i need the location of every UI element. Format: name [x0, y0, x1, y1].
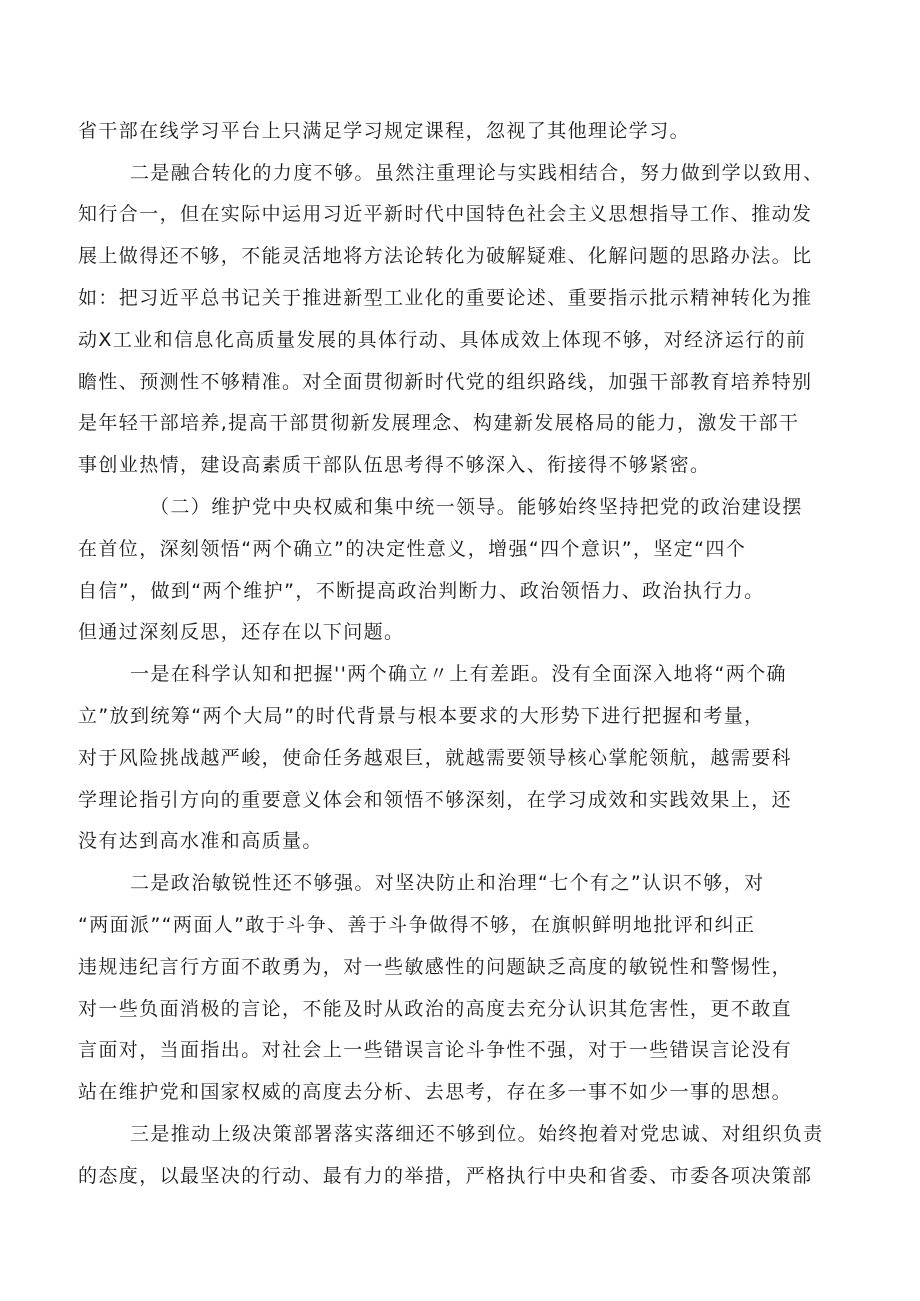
text-line: 二是融合转化的力度不够。虽然注重理论与实践相结合，努力做到学以致用、 — [130, 162, 824, 184]
text-line: 但通过深刻反思，还存在以下问题。 — [78, 621, 405, 643]
text-line: 动X工业和信息化高质量发展的具体行动、具体成效上体现不够，对经济运行的前 — [78, 329, 807, 351]
text-line: 省干部在线学习平台上只满足学习规定课程，忽视了其他理论学习。 — [78, 120, 691, 142]
text-line: 二是政治敏锐性还不够强。对坚决防止和治理“七个有之”认识不够，对 — [130, 872, 765, 894]
text-line: 知行合一，但在实际中运用习近平新时代中国特色社会主义思想指导工作、推动发 — [78, 203, 813, 225]
text-line: 如：把习近平总书记关于推进新型工业化的重要论述、重要指示批示精神转化为推 — [78, 287, 813, 309]
section-heading: （二）维护党中央权威和集中统一领导。能够始终坚持把党的政治建设摆 — [150, 496, 803, 518]
text-line: 瞻性、预测性不够精准。对全面贯彻新时代党的组织路线，加强干部教育培养特别 — [78, 371, 813, 393]
text-line: 立”放到统筹“两个大局”的时代背景与根本要求的大形势下进行把握和考量， — [78, 705, 765, 727]
text-line: 言面对，当面指出。对社会上一些错误言论斗争性不强，对于一些错误言论没有 — [78, 1039, 793, 1061]
text-line: 在首位，深刻领悟“两个确立”的决定性意义，增强“四个意识”，坚定“四个 — [78, 538, 747, 560]
text-line: 一是在科学认知和把握''两个确立〃上有差距。没有全面深入地将“两个确 — [130, 663, 787, 685]
text-line: 学理论指引方向的重要意义体会和领悟不够深刻，在学习成效和实践效果上，还 — [78, 789, 793, 811]
text-line: 没有达到高水准和高质量。 — [78, 830, 323, 852]
text-line: 对于风险挑战越严峻，使命任务越艰巨，就越需要领导核心掌舵领航，越需要科 — [78, 747, 793, 769]
text-line: 违规违纪言行方面不敢勇为，对一些敏感性的问题缺乏高度的敏锐性和警惕性， — [78, 956, 793, 978]
text-line: 站在维护党和国家权威的高度去分析、去思考，存在多一事不如少一事的思想。 — [78, 1081, 793, 1103]
text-line: “两面派”“两面人”敢于斗争、善于斗争做得不够，在旗帜鲜明地批评和纠正 — [78, 914, 756, 936]
text-line: 三是推动上级决策部署落实落细还不够到位。始终抱着对党忠诚、对组织负责 — [130, 1123, 824, 1145]
text-line: 是年轻干部培养,提高干部贯彻新发展理念、构建新发展格局的能力，激发干部干 — [78, 412, 800, 434]
text-line: 展上做得还不够，不能灵活地将方法论转化为破解疑难、化解问题的思路办法。比 — [78, 245, 813, 267]
text-line: 事创业热情，建设高素质干部队伍思考得不够深入、衔接得不够紧密。 — [78, 454, 711, 476]
text-line: 自信”，做到“两个维护”，不断提高政治判断力、政治领悟力、政治执行力。 — [78, 580, 765, 602]
text-line: 的态度，以最坚决的行动、最有力的举措，严格执行中央和省委、市委各项决策部 — [78, 1165, 813, 1187]
text-line: 对一些负面消极的言论，不能及时从政治的高度去充分认识其危害性，更不敢直 — [78, 998, 793, 1020]
